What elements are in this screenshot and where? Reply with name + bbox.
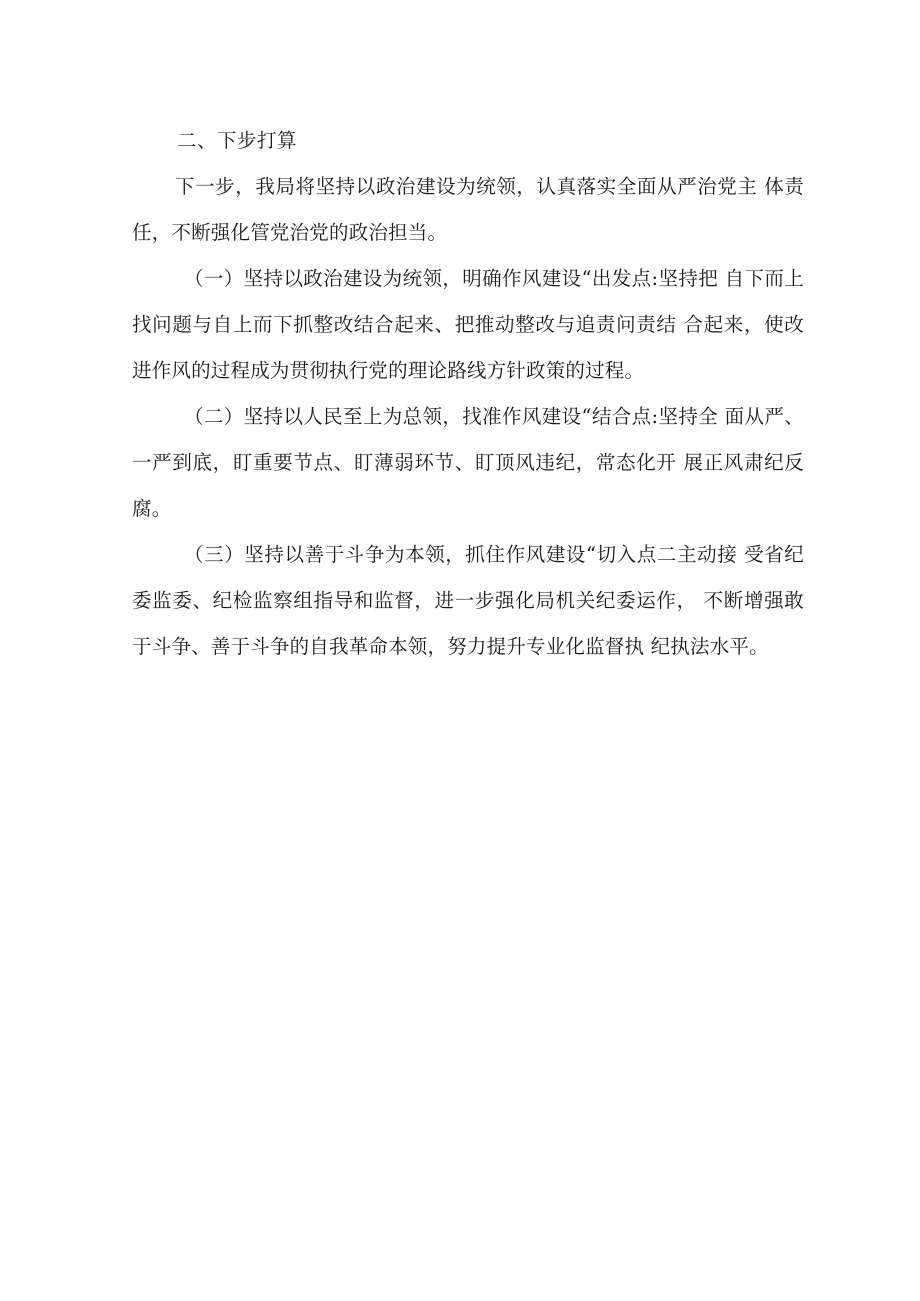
- paragraph-item-2: （二）坚持以人民至上为总领，找准作风建设“结合点:坚持全 面从严、一严到底，盯重要节点、盯薄弱环节、盯顶风违纪，常态化开 展正风肃纪反腐。: [132, 405, 804, 520]
- paragraph-intro: 下一步，我局将坚持以政治建设为统领，认真落实全面从严治党主 体责任，不断强化管党治党的政治担当。: [132, 175, 804, 244]
- paragraph-item-1: （一）坚持以政治建设为统领，明确作风建设“出发点:坚持把 自下而上找问题与自上而下抓整改结合起来、把推动整改与追责问责结 合起来，使改进作风的过程成为贯彻执行党的理论路线方针政策的过程。: [132, 267, 804, 382]
- section-heading: 二、下步打算: [177, 129, 298, 152]
- paragraph-item-3: （三）坚持以善于斗争为本领，抓住作风建设“切入点二主动接 受省纪委监委、纪检监察组指导和监督，进一步强化局机关纪委运作， 不断增强敢于斗争、善于斗争的自我革命本领，努力提升专业化监督执 纪执法水平。: [132, 543, 804, 658]
- document-body: [132, 118, 804, 670]
